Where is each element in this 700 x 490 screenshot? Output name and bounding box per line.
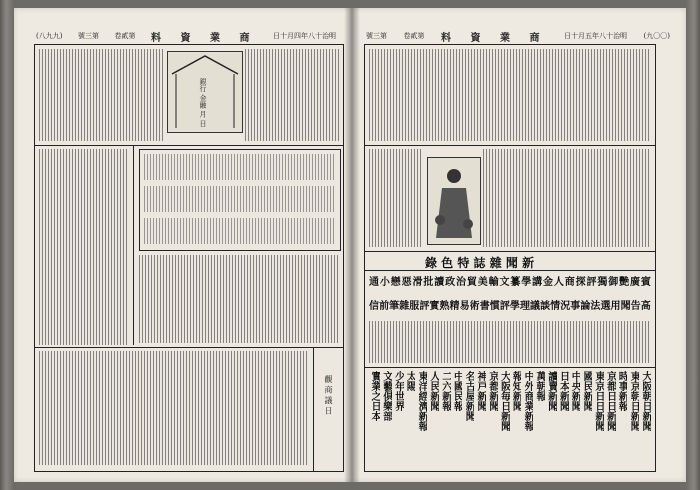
table-row [144, 218, 334, 244]
magazine-title: 廣 [630, 277, 640, 288]
rule [365, 251, 655, 252]
newspaper-title: 東洋經濟新報 [416, 371, 428, 431]
text-block [39, 49, 163, 141]
house-boxed-notice [167, 51, 243, 133]
text-block [245, 49, 339, 141]
magazine-title: 易 [459, 301, 470, 312]
rule [35, 347, 343, 348]
rule [365, 145, 655, 146]
magazine-title: 用 [610, 301, 621, 312]
title-row-1 [369, 273, 651, 295]
rule [365, 367, 655, 368]
magazine-title: 探 [575, 277, 586, 288]
newspaper-title: 二六新報 [439, 371, 451, 411]
magazine-title: 學 [521, 277, 532, 288]
text-block [369, 49, 651, 141]
magazine-title: 通 [369, 277, 379, 288]
banner-title: 錄 色 特 誌 雜 聞 新 [425, 256, 535, 270]
right-page-frame [364, 44, 656, 472]
right-page-header [366, 30, 670, 42]
newspaper-title: 中國民報 [451, 371, 463, 411]
figure-icon [428, 158, 480, 244]
title-row-2 [369, 297, 651, 319]
magazine-title: 熟 [439, 301, 450, 312]
magazine-title: 戀 [390, 277, 401, 288]
magazine-title: 輸 [488, 277, 499, 288]
newspaper-title: 大阪朝日新聞 [639, 371, 651, 431]
magazine-title: 精 [449, 301, 460, 312]
newspaper-title: 京都日日新聞 [604, 371, 616, 431]
text-block [39, 149, 129, 345]
magazine-title: 獨 [597, 277, 608, 288]
magazine-title: 慣 [489, 301, 500, 312]
magazine-title: 服 [409, 301, 420, 312]
text-block [483, 149, 651, 247]
newspaper-title: 讀賣新聞 [545, 371, 557, 411]
magazine-title: 文 [499, 277, 510, 288]
magazine-title: 人 [553, 277, 564, 288]
text-block [139, 255, 339, 343]
magazine-title: 惡 [401, 277, 412, 288]
magazine-title: 雜 [399, 301, 410, 312]
newspaper-title: 名古屋新聞 [463, 371, 475, 421]
newspaper-title-list [369, 371, 651, 467]
table-row [144, 186, 334, 212]
magazine-title: 況 [560, 301, 571, 312]
magazine-title: 治 [456, 277, 466, 288]
magazine-title: 小 [379, 277, 390, 288]
newspaper-title: 太陽 [404, 371, 416, 391]
magazine-title: 御 [608, 277, 619, 288]
rule [133, 145, 134, 345]
magazine-title: 批 [423, 277, 434, 288]
table-row [144, 154, 334, 180]
boxed-notice-text: 銀行 金融 月 日 [199, 78, 207, 127]
magazine-title: 評 [419, 301, 430, 312]
magazine-title: 術 [469, 301, 480, 312]
magazine-title: 政 [445, 277, 456, 288]
newspaper-title: 文藝倶樂部 [380, 371, 392, 421]
text-block [369, 321, 651, 363]
newspaper-title: 報知新聞 [510, 371, 522, 411]
right-page [352, 8, 686, 482]
magazine-title: 聞 [620, 301, 631, 312]
text-block [369, 149, 423, 247]
left-volume-tag: 卷貳第 [114, 32, 136, 40]
magazine-title: 實 [429, 301, 440, 312]
magazine-title: 美 [477, 277, 488, 288]
magazine-title: 賓 [640, 277, 651, 288]
rule [313, 347, 314, 471]
newspaper-title: 京都新聞 [486, 371, 498, 411]
magazine-title: 艷 [619, 277, 630, 288]
rule [365, 270, 655, 271]
magazine-title: 筆 [389, 301, 400, 312]
magazine-title: 學 [509, 301, 520, 312]
magazine-title: 評 [586, 277, 597, 288]
magazine-title: 講 [532, 277, 543, 288]
left-page-header [36, 30, 336, 42]
table-block [139, 149, 341, 251]
text-block [39, 351, 309, 465]
newspaper-title: 日本新聞 [557, 371, 569, 411]
newspaper-title: 人民新聞 [427, 371, 439, 411]
left-page-date: 日十月四年八十治明 [272, 32, 336, 40]
right-volume-tag: 卷貳第 [403, 32, 425, 40]
magazine-title: 論 [580, 301, 591, 312]
newspaper-title: 中央新聞 [569, 371, 581, 411]
magazine-title: 情 [550, 301, 561, 312]
magazine-title: 理 [519, 301, 530, 312]
left-page [14, 8, 352, 482]
right-page-date: 日十月五年八十治明 [564, 32, 627, 40]
magazine-title: 選 [600, 301, 611, 312]
magazine-title: 法 [590, 301, 601, 312]
magazine-title: 滑 [412, 277, 423, 288]
magazine-title: 金 [543, 277, 553, 288]
column-note: 觀 商 議 日 [324, 375, 333, 415]
magazine-title: 商 [564, 277, 575, 288]
magazine-title: 信 [369, 301, 379, 312]
right-page-title: 料 資 業 商 [441, 32, 548, 44]
newspaper-title: 實業之日本 [369, 371, 380, 421]
magazine-title: 貿 [466, 277, 477, 288]
right-page-number: (九〇〇) [643, 32, 670, 40]
left-page-frame [34, 44, 344, 472]
newspaper-title: 國民新聞 [581, 371, 593, 411]
magazine-title: 前 [379, 301, 390, 312]
magazine-title: 評 [499, 301, 510, 312]
left-page-number: (八九九) [36, 32, 63, 40]
newspaper-title: 神戸新聞 [475, 371, 487, 411]
newspaper-title: 少年世界 [392, 371, 404, 411]
magazine-title: 談 [540, 301, 551, 312]
magazine-title: 讀 [434, 277, 445, 288]
left-issue-tag: 號三第 [77, 32, 99, 40]
magazine-title: 事 [570, 301, 581, 312]
newspaper-title: 中外商業新報 [522, 371, 534, 431]
newspaper-title: 東京朝日新聞 [628, 371, 640, 431]
newspaper-title: 大阪毎日新聞 [498, 371, 510, 431]
figure-illustration [427, 157, 481, 245]
left-page-title: 料 資 業 商 [151, 32, 258, 44]
newspaper-title: 時事新報 [616, 371, 628, 411]
magazine-title: 告 [630, 301, 641, 312]
right-issue-tag: 號三第 [366, 32, 387, 40]
newspaper-title: 萬朝報 [533, 371, 545, 401]
magazine-title: 纂 [510, 277, 521, 288]
newspaper-title: 東京日日新聞 [592, 371, 604, 431]
magazine-title: 書 [479, 301, 490, 312]
rule [35, 145, 343, 146]
magazine-title: 議 [530, 301, 540, 312]
magazine-title: 高 [640, 301, 651, 312]
